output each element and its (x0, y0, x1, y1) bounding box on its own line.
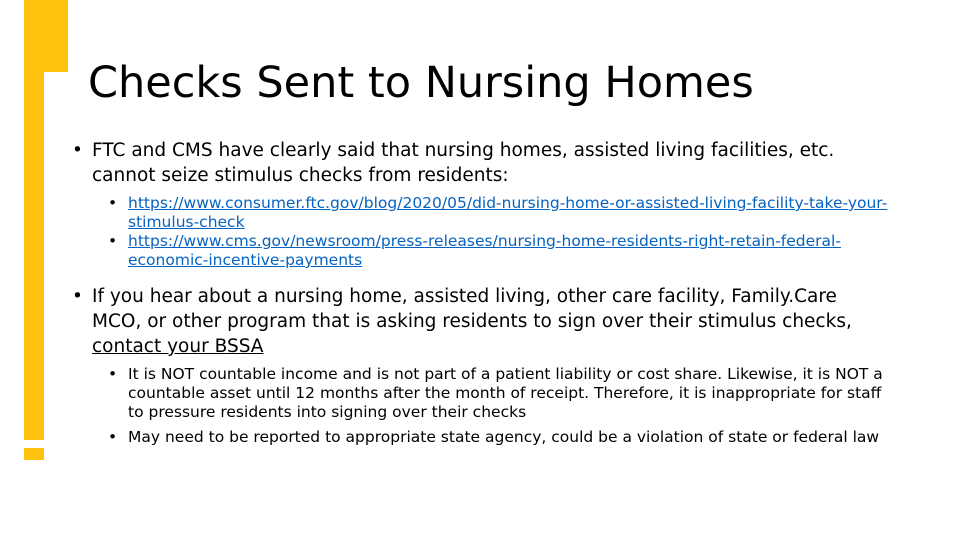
contact-bssa-link[interactable]: contact your BSSA (92, 336, 264, 357)
bullet-dot-icon: • (108, 365, 118, 383)
sub-bullet-1-1 (108, 194, 892, 232)
bullet-2-text: If you hear about a nursing home, assisted living, other care facility, Family.Care MCO, or other program that is asking residents to sign over their stimulus checks, (92, 286, 852, 332)
bullet-dot-icon: • (72, 286, 83, 307)
cms-link[interactable]: https://www.cms.gov/newsroom/press-releases/nursing-home-residents-right-retain-federal-economic-incentive-payments (128, 232, 841, 269)
slide-body (72, 138, 892, 447)
bullet-2 (72, 284, 892, 359)
sub-bullet-2-1-text: It is NOT countable income and is not part of a patient liability or cost share. Likewise, it is NOT a countable asset until 12 months after the month of receipt. Therefore, it is inappropriate for staff to pressure residents into signing over their checks (128, 365, 883, 421)
accent-bar (24, 0, 44, 440)
sub-bullet-2-2 (108, 428, 892, 447)
slide-title: Checks Sent to Nursing Homes (88, 58, 754, 108)
sub-bullet-1-2 (108, 232, 892, 270)
sub-bullet-2-2-text: May need to be reported to appropriate state agency, could be a violation of state or federal law (128, 428, 880, 446)
bullet-dot-icon: • (108, 428, 118, 446)
bullet-1 (72, 138, 892, 188)
bullet-dot-icon: • (108, 194, 118, 212)
accent-bar-top (44, 0, 68, 72)
bullet-dot-icon: • (108, 232, 118, 250)
sub-bullet-2-1 (108, 365, 892, 422)
bullet-1-text: FTC and CMS have clearly said that nursing homes, assisted living facilities, etc. cannot seize stimulus checks from residents: (92, 140, 835, 186)
accent-square (24, 448, 44, 460)
bullet-dot-icon: • (72, 140, 83, 161)
ftc-link[interactable]: https://www.consumer.ftc.gov/blog/2020/05/did-nursing-home-or-assisted-living-facility-take-your-stimulus-check (128, 194, 888, 231)
